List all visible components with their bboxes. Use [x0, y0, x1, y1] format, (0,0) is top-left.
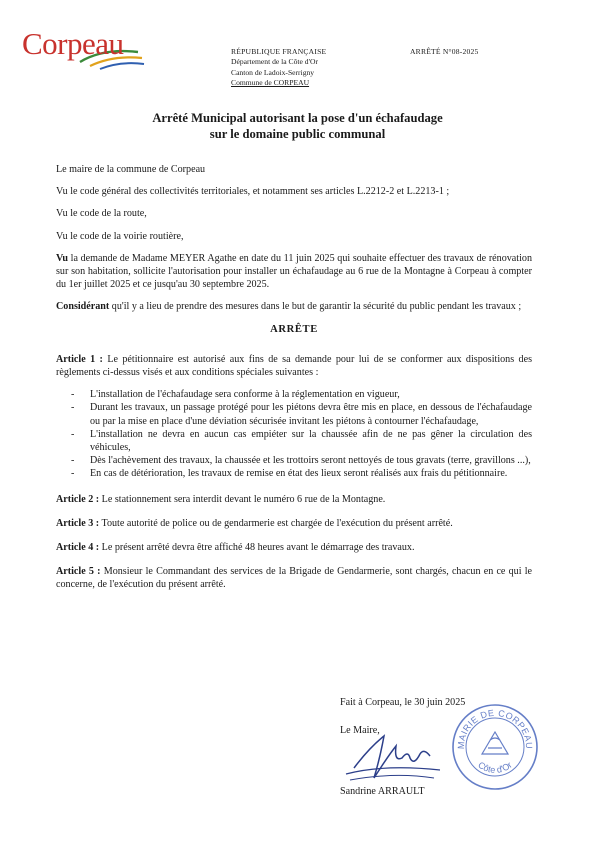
place-date: Fait à Corpeau, le 30 juin 2025 [340, 697, 466, 708]
article-3 [56, 517, 532, 530]
article-4 [56, 541, 532, 554]
list-item: - L'installation de l'échafaudage sera conforme à la réglementation en vigueur, [90, 388, 532, 401]
article-5-label: Article 5 : [56, 566, 101, 578]
vu-paragraph-4-text: la demande de Madame MEYER Agathe en date du 11 juin 2025 qui souhaite effectuer des travaux de rénovation sur son habitation, sollicite l'autorisation pour installer un échafaudage au 6 rue de la Montagne à Corpeau à compter du 1er juillet 2025 et ce jusqu'au 30 septembre 2025. [56, 252, 532, 291]
article-3-text: Toute autorité de police ou de gendarmerie est chargée de l'exécution du présent arrêté. [99, 517, 453, 529]
signatory-name: Sandrine ARRAULT [340, 786, 425, 797]
title-line-2: sur le domaine public communal [209, 127, 386, 141]
intro-paragraph: Le maire de la commune de Corpeau [56, 164, 206, 175]
vu-paragraph-3: Vu le code de la voirie routière, [56, 230, 184, 242]
department-label: Département de la Côte d'Or [231, 57, 318, 67]
handwritten-signature-icon [344, 728, 444, 788]
article-1-conditions-list [56, 388, 532, 480]
stamp-bottom-text: Côte d'Or [476, 759, 514, 775]
republic-label: RÉPUBLIQUE FRANÇAISE [231, 47, 327, 56]
article-2-label: Article 2 : [56, 493, 100, 505]
considerant-text: qu'il y a lieu de prendre des mesures dans le but de garantir la sécurité du public pendant les travaux ; [109, 301, 522, 313]
article-1 [56, 353, 532, 379]
article-4-text: Le présent arrêté devra être affiché 48 heures avant le démarrage des travaux. [99, 542, 415, 554]
list-item: - En cas de détérioration, les travaux de remise en état des lieux seront réalisés aux frais du pétitionnaire. [90, 467, 532, 480]
article-5-text: Monsieur le Commandant des services de la Brigade de Gendarmerie, sont chargés, chacun en ce qui le concerne, de l'exécution du présent arrêté. [56, 566, 532, 591]
list-item: - L'installation ne devra en aucun cas empiéter sur la chaussée afin de ne pas gêner la circulation des véhicules, [90, 428, 532, 454]
logo-text: Corpeau [22, 26, 124, 61]
signatory-role: Le Maire, [340, 725, 380, 736]
canton-label: Canton de Ladoix-Serrigny [231, 67, 315, 77]
considerant-lead: Considérant [56, 301, 110, 313]
vu-paragraph-2: Vu le code de la route, [56, 208, 147, 220]
title-line-1: Arrêté Municipal autorisant la pose d'un échafaudage [152, 111, 443, 125]
article-2 [56, 493, 532, 506]
mairie-seal-icon [450, 702, 540, 792]
list-item: - Durant les travaux, un passage protégé pour les piétons devra être mis en place, en dessous de l'échafaudage ou par la mise en place d'une déviation sécurisée invitant les piétons à contourner l'échafaudage, [90, 401, 532, 427]
commune-label: Commune de CORPEAU [231, 78, 310, 88]
considerant-paragraph [56, 300, 532, 313]
article-5 [56, 565, 532, 591]
vu-paragraph-1: Vu le code général des collectivités territoriales, et notamment ses articles L.2212-2 et L.2213-1 ; [56, 186, 450, 198]
document-body [56, 163, 532, 603]
article-2-text: Le stationnement sera interdit devant le numéro 6 rue de la Montagne. [99, 493, 386, 505]
vu-lead: Vu [56, 252, 68, 264]
article-1-text: Le pétitionnaire est autorisé aux fins de sa demande pour lui de se conformer aux dispositions des règlements ci-dessus visés et aux conditions spéciales suivantes : [56, 353, 533, 379]
arrete-heading: ARRÊTE [270, 323, 318, 335]
issuer-header [231, 47, 391, 89]
article-3-label: Article 3 : [56, 517, 100, 529]
corpeau-logo [18, 18, 148, 78]
vu-paragraph-4 [56, 252, 532, 292]
article-4-label: Article 4 : [56, 542, 100, 554]
article-1-label: Article 1 : [56, 353, 103, 365]
stamp-top-text: MAIRIE DE CORPEAU [455, 707, 535, 750]
decree-reference: ARRÊTÉ N°08-2025 [410, 47, 479, 56]
list-item: - Dès l'achèvement des travaux, la chaussée et les trottoirs seront nettoyés de tous gravats (terre, gravillons ...), [90, 454, 532, 467]
document-title [60, 110, 535, 142]
